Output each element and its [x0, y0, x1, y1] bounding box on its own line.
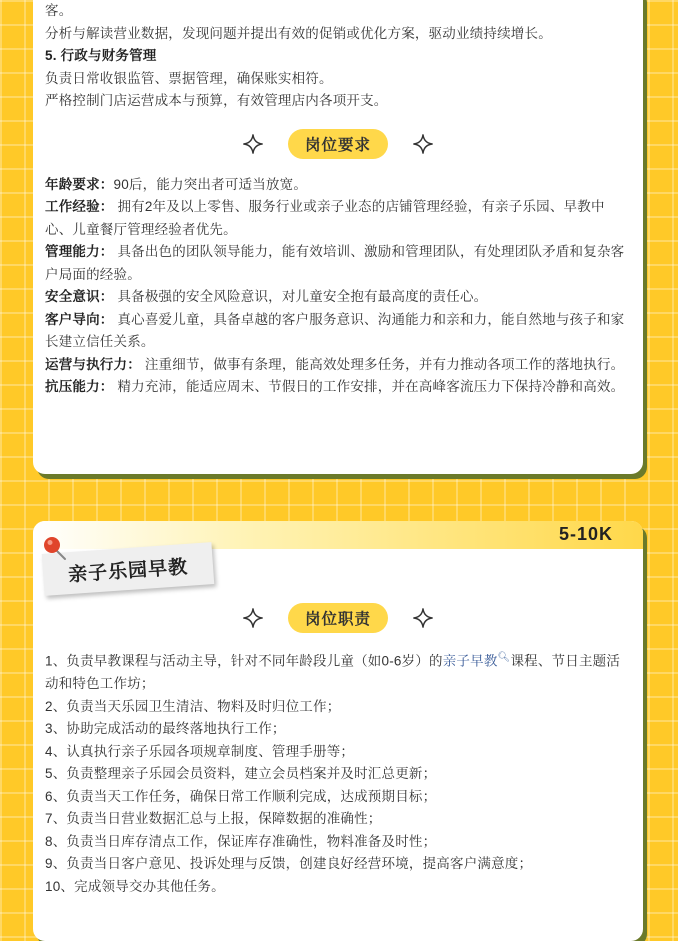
requirement-text: 注重细节，做事有条理，能高效处理多任务，并有力推动各项工作的落地执行。 — [144, 356, 625, 372]
requirement-label: 工作经验： — [45, 199, 114, 214]
job-title: 亲子乐园早教 — [67, 556, 189, 586]
duty-item: 4、认真执行亲子乐园各项规章制度、管理手册等； — [45, 743, 355, 759]
requirement-label: 客户导向： — [45, 311, 114, 327]
job-card-previous — [33, 0, 643, 474]
duties-title: 岗位职责 — [288, 603, 388, 633]
requirements-list — [45, 174, 631, 399]
requirement-item — [45, 241, 631, 286]
requirement-item — [45, 286, 631, 309]
sparkle-icon — [242, 133, 264, 155]
duty-item: 5、负责整理亲子乐园会员资料，建立会员档案并及时汇总更新； — [45, 766, 437, 781]
requirement-item — [45, 196, 631, 241]
requirement-text: 90后，能力突出者可适当放宽。 — [113, 176, 308, 192]
job-card-early-education — [33, 521, 643, 941]
duty-text: 1、负责早教课程与活动主导，针对不同年龄段儿童（如0-6岁）的 — [45, 653, 443, 669]
sparkle-icon — [412, 607, 434, 629]
requirement-text: 拥有2年及以上零售、服务行业或亲子业态的店铺管理经验，有亲子乐园、早教中心、儿童餐厅管理经验者优先。 — [45, 199, 605, 237]
duty-item: 8、负责当日库存清点工作，保证库存准确性，物料准备及时性； — [45, 833, 437, 849]
text-line: 分析与解读营业数据，发现问题并提出有效的促销或优化方案，驱动业绩持续增长。 — [45, 25, 552, 41]
requirement-item — [45, 354, 631, 377]
text-line: 负责日常收银监管、票据管理，确保账实相符。 — [45, 70, 333, 86]
requirement-label: 抗压能力： — [45, 379, 114, 394]
requirement-text: 具备出色的团队领导能力，能有效培训、激励和管理团队，有处理团队矛盾和复杂客户局面的经验。 — [45, 244, 625, 282]
keyword-link[interactable]: 亲子早教 — [442, 653, 498, 669]
requirement-item — [45, 174, 631, 197]
text-line: 客。 — [45, 3, 73, 18]
requirement-text: 真心喜爱儿童，具备卓越的客户服务意识、沟通能力和亲和力，能自然地与孩子和家长建立信任关系。 — [45, 311, 625, 349]
requirement-text: 具备极强的安全风险意识，对儿童安全抱有最高度的责任心。 — [117, 289, 488, 304]
requirements-title-row — [45, 127, 631, 161]
duties-list — [45, 647, 631, 898]
requirement-label: 运营与执行力： — [45, 356, 141, 372]
requirement-label: 年龄要求： — [45, 176, 114, 192]
duty-text: 课程、节日主题活动和特色工作坊； — [45, 653, 621, 691]
duty-item: 9、负责当日客户意见、投诉处理与反馈，创建良好经营环境，提高客户满意度； — [45, 856, 533, 871]
section-heading: 5. 行政与财务管理 — [45, 48, 157, 63]
search-icon[interactable]: 🔍︎ — [497, 652, 511, 663]
pushpin-icon — [41, 534, 69, 562]
duty-item: 6、负责当天工作任务，确保日常工作顺利完成，达成预期目标； — [45, 788, 437, 804]
duty-item: 7、负责当日营业数据汇总与上报，保障数据的准确性； — [45, 811, 382, 826]
requirement-item — [45, 376, 631, 399]
requirement-label: 安全意识： — [45, 289, 114, 304]
sparkle-icon — [242, 607, 264, 629]
duty-item: 2、负责当天乐园卫生清洁、物料及时归位工作； — [45, 698, 341, 714]
requirement-text: 精力充沛，能适应周末、节假日的工作安排，并在高峰客流压力下保持冷静和高效。 — [117, 379, 625, 394]
requirement-label: 管理能力： — [45, 244, 114, 259]
sparkle-icon — [412, 133, 434, 155]
duty-item: 10、完成领导交办其他任务。 — [45, 878, 225, 894]
salary-label: 5-10K — [558, 524, 613, 544]
text-line: 严格控制门店运营成本与预算，有效管理店内各项开支。 — [45, 93, 388, 108]
requirements-title: 岗位要求 — [288, 129, 388, 159]
card-header-band — [33, 521, 643, 549]
duty-item — [45, 647, 631, 696]
duties-title-row — [45, 601, 631, 635]
duty-item: 3、协助完成活动的最终落地执行工作； — [45, 721, 286, 736]
requirement-item — [45, 309, 631, 354]
